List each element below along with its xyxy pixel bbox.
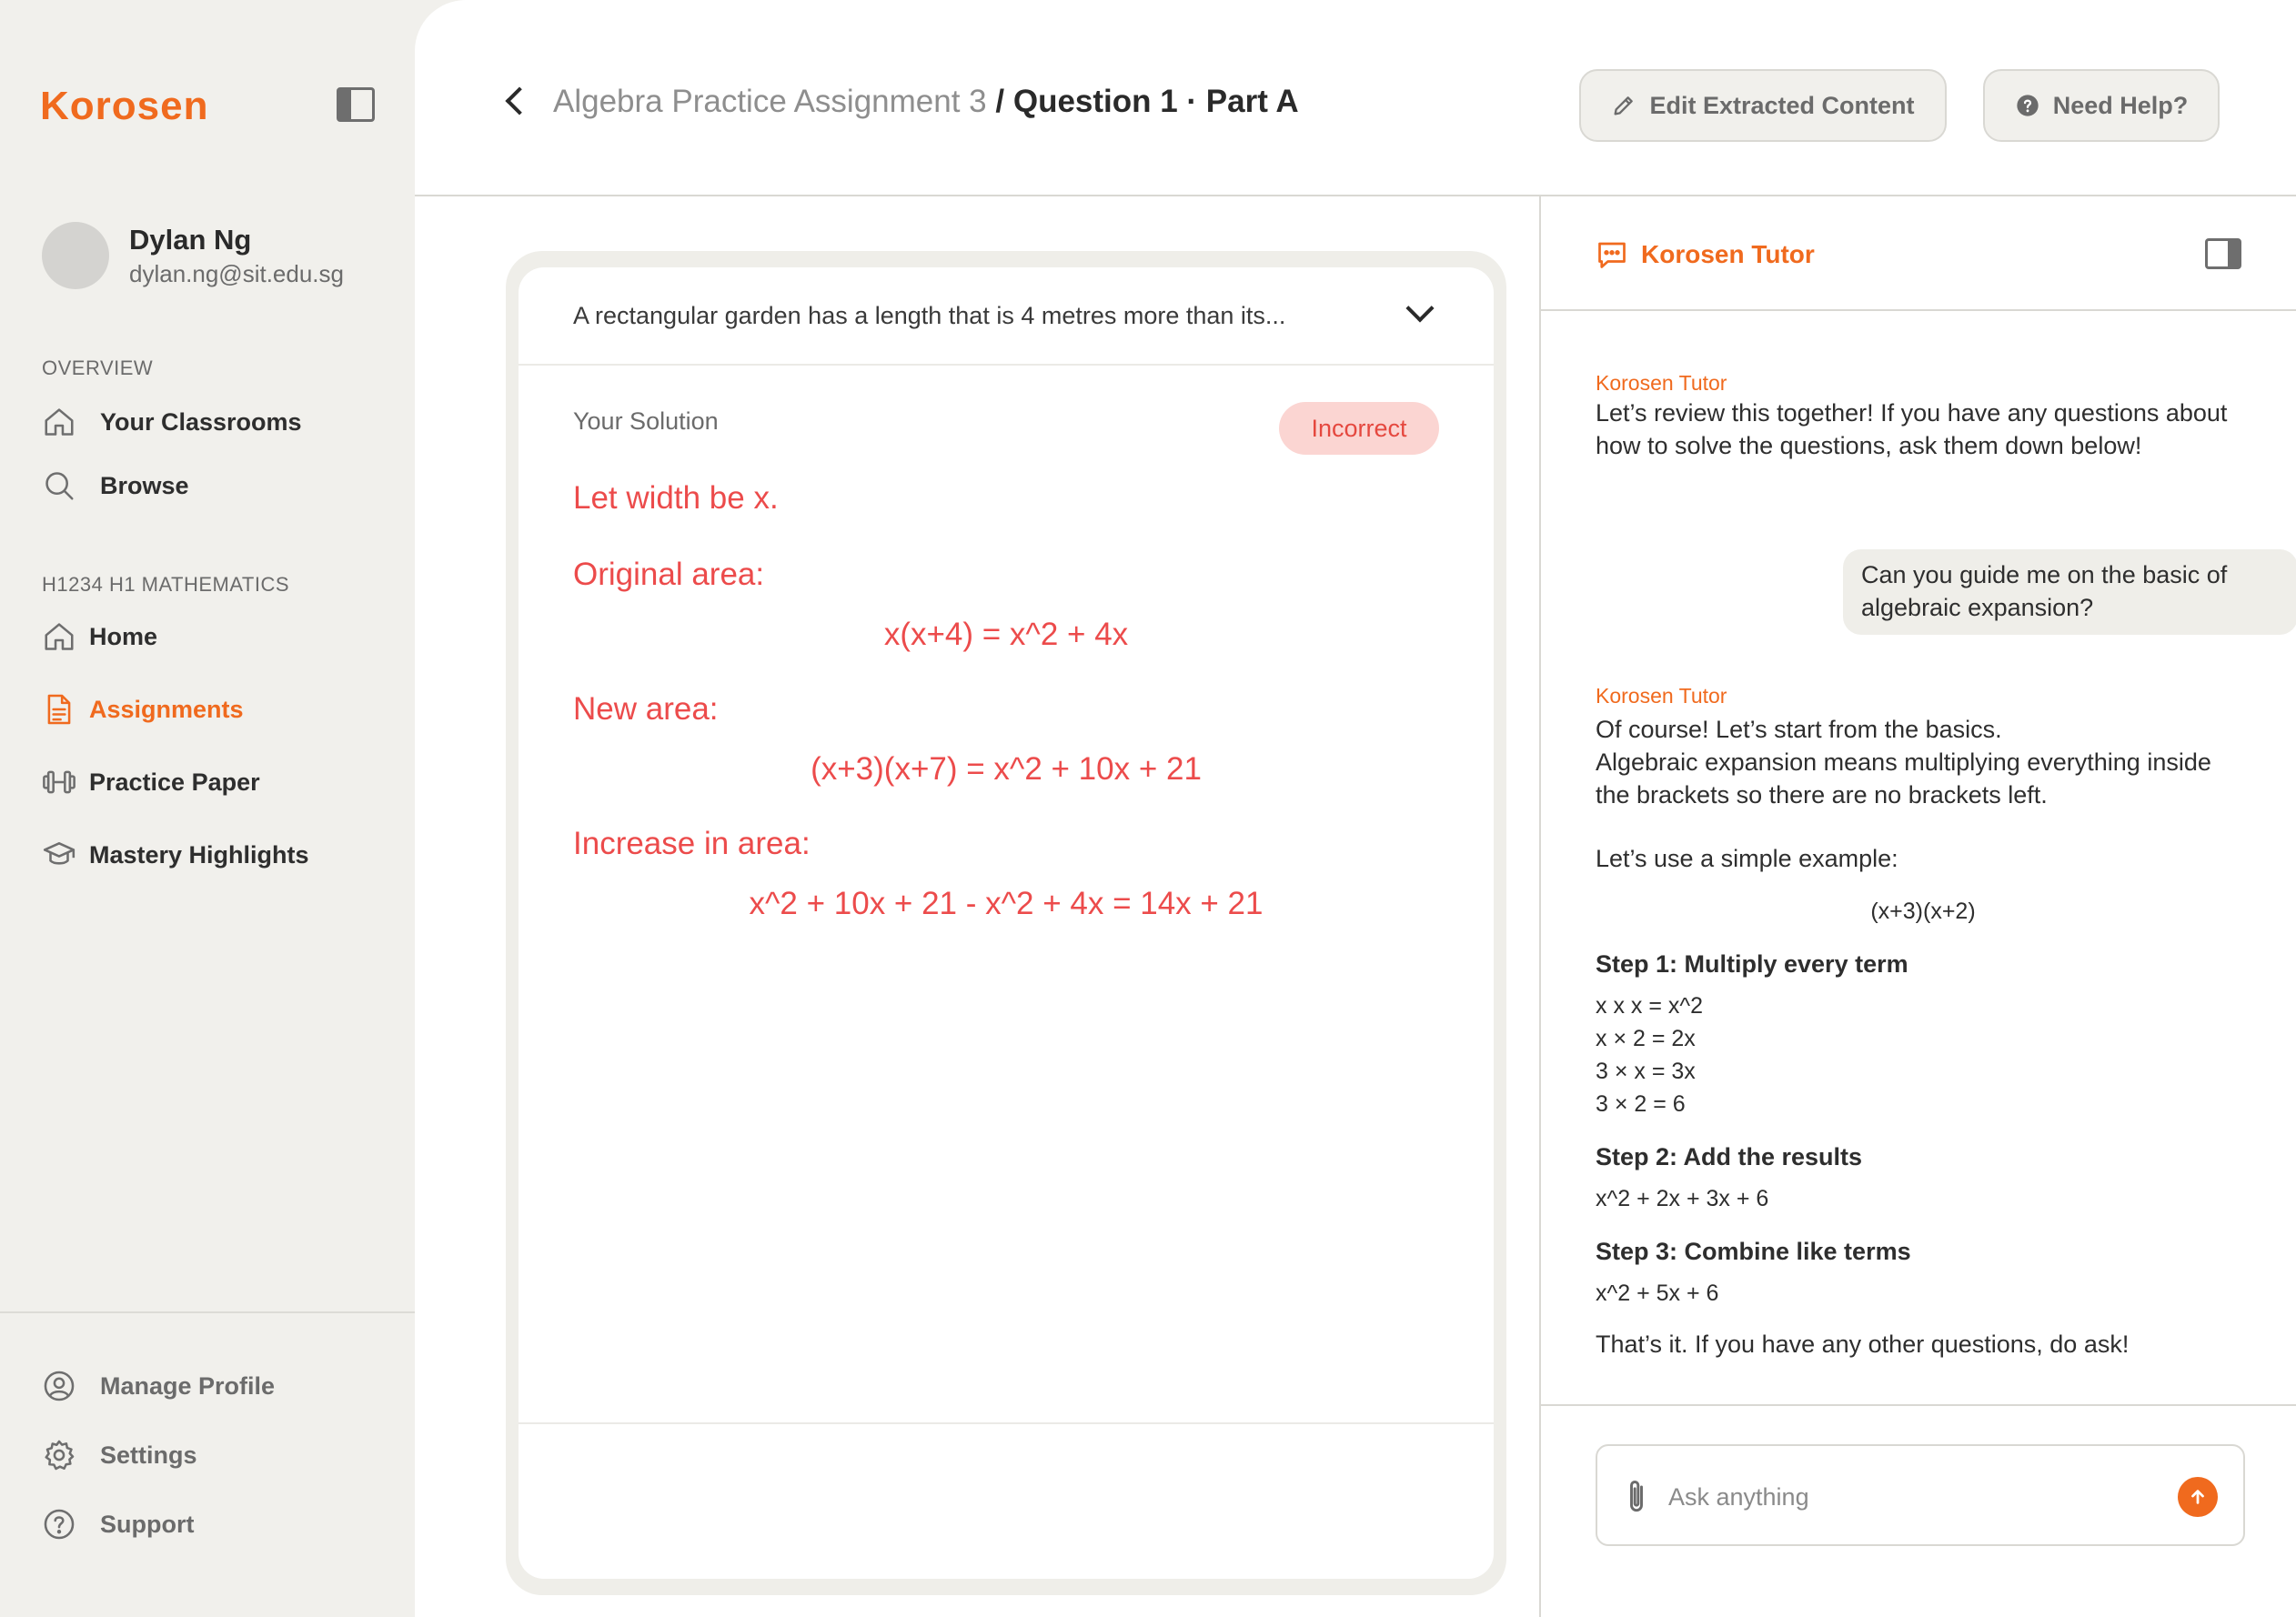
help-circle-icon xyxy=(42,1507,76,1542)
tutor-panel xyxy=(1539,196,2296,1617)
question-text: A rectangular garden has a length that is 4 metres more than its... xyxy=(573,301,1286,329)
pencil-icon xyxy=(1611,93,1636,118)
chat-input[interactable] xyxy=(1668,1471,2160,1522)
class-section-label: H1234 H1 MATHEMATICS xyxy=(42,573,290,596)
help-button-label: Need Help? xyxy=(2052,91,2189,119)
message-text: Algebraic expansion means multiplying everything inside the brackets so there are no brackets left. xyxy=(1596,748,2211,808)
breadcrumb-separator: / xyxy=(995,84,1005,119)
solution-line: x^2 + 10x + 21 - x^2 + 4x = 14x + 21 xyxy=(749,886,1264,921)
profile-name: Dylan Ng xyxy=(129,223,252,256)
step-title: Step 1: Multiply every term xyxy=(1596,950,1908,978)
breadcrumb xyxy=(553,84,1299,120)
sidebar-item-label: Mastery Highlights xyxy=(89,840,309,869)
sidebar xyxy=(0,0,415,1617)
solution-line: Increase in area: xyxy=(573,826,811,861)
step-line: x^2 + 2x + 3x + 6 xyxy=(1596,1186,1769,1211)
graduation-cap-icon xyxy=(42,838,76,872)
message-sender: Korosen Tutor xyxy=(1596,371,1727,395)
tutor-message xyxy=(1596,682,2251,1361)
step-line: 3 × 2 = 6 xyxy=(1596,1091,1686,1117)
breadcrumb-current: Question 1 · Part A xyxy=(1012,84,1299,119)
sidebar-item-assignments[interactable] xyxy=(42,688,244,731)
solution-line: Original area: xyxy=(573,557,765,592)
example-expression: (x+3)(x+2) xyxy=(1870,899,1976,924)
message-text: Of course! Let’s start from the basics. xyxy=(1596,716,2002,743)
overview-section-label: OVERVIEW xyxy=(42,357,154,379)
message-text: Let’s review this together! If you have any questions about how to solve the questions, ask them down below! xyxy=(1596,399,2228,459)
send-button[interactable] xyxy=(2178,1477,2218,1517)
need-help-button[interactable] xyxy=(1983,69,2220,142)
sidebar-item-your-classrooms[interactable] xyxy=(42,400,302,444)
tutor-title xyxy=(1596,238,1815,271)
main-content xyxy=(415,0,2296,1617)
sidebar-item-label: Manage Profile xyxy=(100,1371,276,1400)
step-title: Step 3: Combine like terms xyxy=(1596,1238,1911,1265)
sidebar-item-practice-paper[interactable] xyxy=(42,760,260,804)
sidebar-item-support[interactable] xyxy=(42,1502,194,1546)
tutor-collapse-icon[interactable] xyxy=(2205,238,2241,269)
sidebar-item-mastery-highlights[interactable] xyxy=(42,833,309,877)
message-sender: Korosen Tutor xyxy=(1596,684,1727,708)
message-text: That’s it. If you have any other questions, do ask! xyxy=(1596,1331,2130,1358)
tutor-title-label: Korosen Tutor xyxy=(1641,240,1815,268)
tutor-message xyxy=(1596,369,2251,462)
sidebar-divider xyxy=(0,1311,415,1313)
input-divider xyxy=(1541,1404,2296,1406)
user-circle-icon xyxy=(42,1369,76,1403)
question-card xyxy=(519,267,1494,1579)
step-line: x x x = x^2 xyxy=(1596,993,1704,1019)
step-line: x^2 + 5x + 6 xyxy=(1596,1281,1719,1306)
chevron-down-icon[interactable] xyxy=(1405,294,1434,322)
edit-button-label: Edit Extracted Content xyxy=(1649,91,1915,119)
status-badge: Incorrect xyxy=(1279,402,1439,455)
user-message: Can you guide me on the basic of algebraic expansion? xyxy=(1843,549,2296,635)
sidebar-item-home[interactable] xyxy=(42,615,157,658)
home-icon xyxy=(42,619,76,654)
user-profile xyxy=(42,222,344,289)
solution-line: New area: xyxy=(573,691,719,727)
avatar xyxy=(42,222,109,289)
sidebar-item-label: Support xyxy=(100,1510,195,1538)
sidebar-item-settings[interactable] xyxy=(42,1433,197,1477)
solution-line: x(x+4) = x^2 + 4x xyxy=(883,617,1129,652)
search-icon xyxy=(42,468,76,503)
gear-icon xyxy=(42,1438,76,1472)
step-title: Step 2: Add the results xyxy=(1596,1143,1863,1170)
sidebar-item-label: Your Classrooms xyxy=(100,407,302,436)
app-logo[interactable]: Korosen xyxy=(40,84,209,128)
chat-input-box xyxy=(1596,1444,2245,1546)
breadcrumb-parent[interactable]: Algebra Practice Assignment 3 xyxy=(553,84,987,119)
panel-divider xyxy=(519,1422,1494,1424)
step-line: x × 2 = 2x xyxy=(1596,1026,1696,1051)
back-chevron-icon[interactable] xyxy=(505,86,533,115)
solution-label: Your Solution xyxy=(573,407,719,435)
chat-icon xyxy=(1596,238,1628,271)
question-panel xyxy=(506,251,1506,1595)
solution-line: Let width be x. xyxy=(573,480,779,516)
sidebar-item-label: Assignments xyxy=(89,695,244,723)
profile-email: dylan.ng@sit.edu.sg xyxy=(129,259,344,287)
arrow-up-icon xyxy=(2188,1487,2208,1507)
document-icon xyxy=(42,692,76,727)
header-bar xyxy=(415,0,2296,196)
sidebar-item-label: Browse xyxy=(100,471,189,499)
dumbbell-icon xyxy=(42,765,76,799)
sidebar-item-label: Practice Paper xyxy=(89,768,260,796)
sidebar-item-label: Settings xyxy=(100,1441,197,1469)
question-accordion[interactable] xyxy=(519,267,1494,366)
sidebar-collapse-icon[interactable] xyxy=(337,87,375,122)
solution-line: (x+3)(x+7) = x^2 + 10x + 21 xyxy=(811,751,1202,787)
sidebar-item-browse[interactable] xyxy=(42,464,189,507)
sidebar-item-label: Home xyxy=(89,622,158,650)
step-line: 3 × x = 3x xyxy=(1596,1059,1696,1084)
help-circle-icon xyxy=(2015,93,2040,118)
tutor-header xyxy=(1541,196,2296,311)
sidebar-item-manage-profile[interactable] xyxy=(42,1364,275,1408)
edit-extracted-content-button[interactable] xyxy=(1579,69,1947,142)
home-icon xyxy=(42,405,76,439)
paperclip-icon[interactable] xyxy=(1625,1477,1648,1517)
message-text: Let’s use a simple example: xyxy=(1596,845,1898,872)
